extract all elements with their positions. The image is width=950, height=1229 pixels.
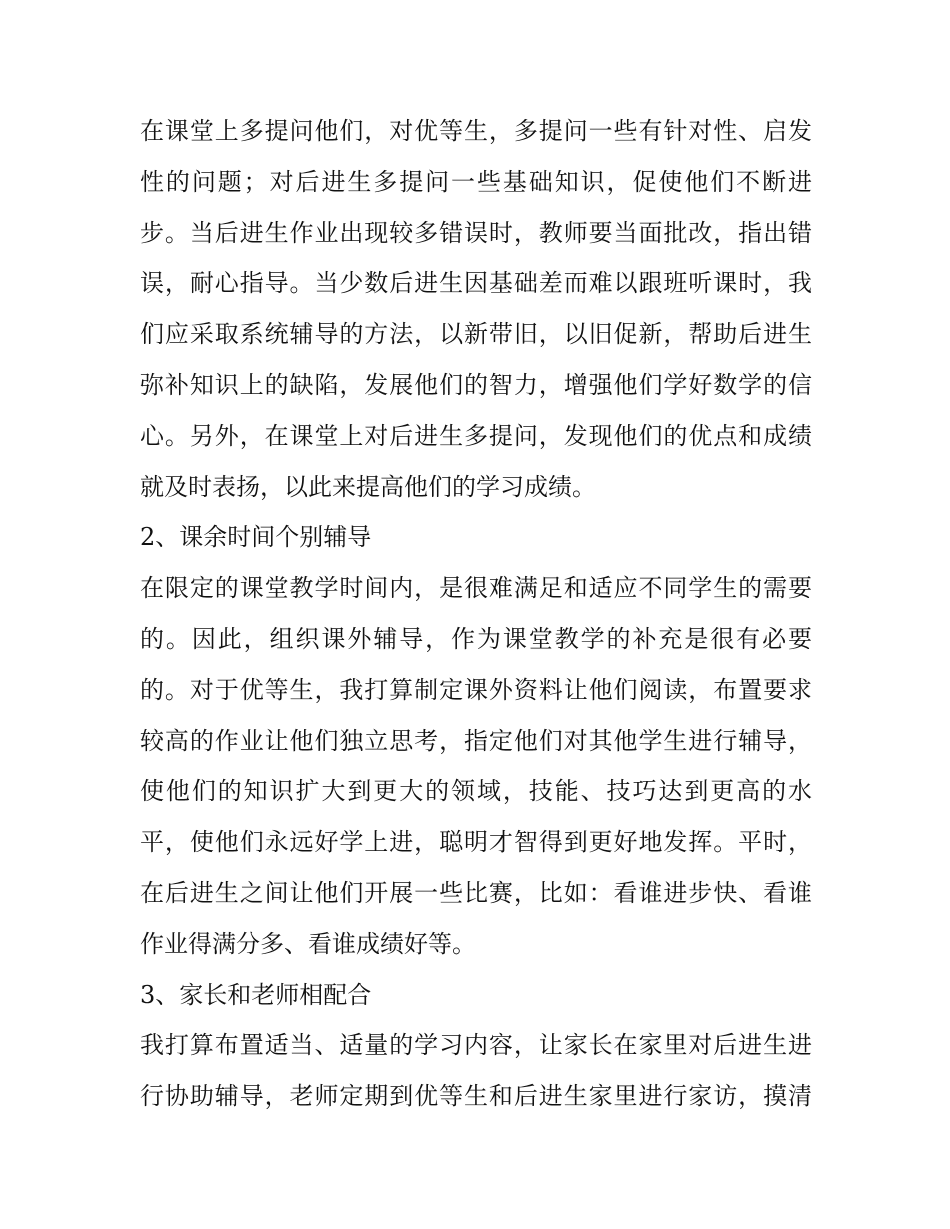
text-line: 误，耐心指导。当少数后进生因基础差而难以跟班听课时，我 bbox=[140, 269, 812, 298]
paragraph-parent-teacher-cooperation bbox=[140, 1020, 812, 1122]
text-line: 在后进生之间让他们开展一些比赛，比如：看谁进步快、看谁 bbox=[140, 878, 812, 907]
text-line: 心。另外，在课堂上对后进生多提问，发现他们的优点和成绩 bbox=[140, 421, 812, 450]
text-line: 较高的作业让他们独立思考，指定他们对其他学生进行辅导， bbox=[140, 726, 812, 755]
paragraph-classroom-questions bbox=[140, 106, 812, 512]
text-line: 的。因此，组织课外辅导，作为课堂教学的补充是很有必要 bbox=[140, 624, 812, 653]
paragraph-after-class-tutoring bbox=[140, 563, 812, 969]
section-heading-after-class-tutoring: 2、课余时间个别辅导 bbox=[140, 523, 372, 552]
text-line: 步。当后进生作业出现较多错误时，教师要当面批改，指出错 bbox=[140, 218, 812, 247]
text-line: 们应采取系统辅导的方法，以新带旧，以旧促新，帮助后进生 bbox=[140, 320, 812, 349]
section-heading-parent-teacher-cooperation: 3、家长和老师相配合 bbox=[140, 980, 372, 1009]
text-line: 就及时表扬，以此来提高他们的学习成绩。 bbox=[140, 472, 596, 501]
text-line: 行协助辅导，老师定期到优等生和后进生家里进行家访，摸清 bbox=[140, 1082, 812, 1111]
text-line: 弥补知识上的缺陷，发展他们的智力，增强他们学好数学的信 bbox=[140, 370, 812, 399]
text-line: 平，使他们永远好学上进，聪明才智得到更好地发挥。平时， bbox=[140, 828, 812, 857]
document-body bbox=[140, 106, 812, 1122]
text-line: 性的问题；对后进生多提问一些基础知识，促使他们不断进 bbox=[140, 167, 812, 196]
text-line: 在限定的课堂教学时间内，是很难满足和适应不同学生的需要 bbox=[140, 574, 812, 603]
text-line: 使他们的知识扩大到更大的领域，技能、技巧达到更高的水 bbox=[140, 777, 812, 806]
text-line: 在课堂上多提问他们，对优等生，多提问一些有针对性、启发 bbox=[140, 117, 812, 145]
text-line: 我打算布置适当、适量的学习内容，让家长在家里对后进生进 bbox=[140, 1031, 812, 1060]
text-line: 作业得满分多、看谁成绩好等。 bbox=[140, 929, 476, 958]
text-line: 的。对于优等生，我打算制定课外资料让他们阅读，布置要求 bbox=[140, 675, 812, 704]
